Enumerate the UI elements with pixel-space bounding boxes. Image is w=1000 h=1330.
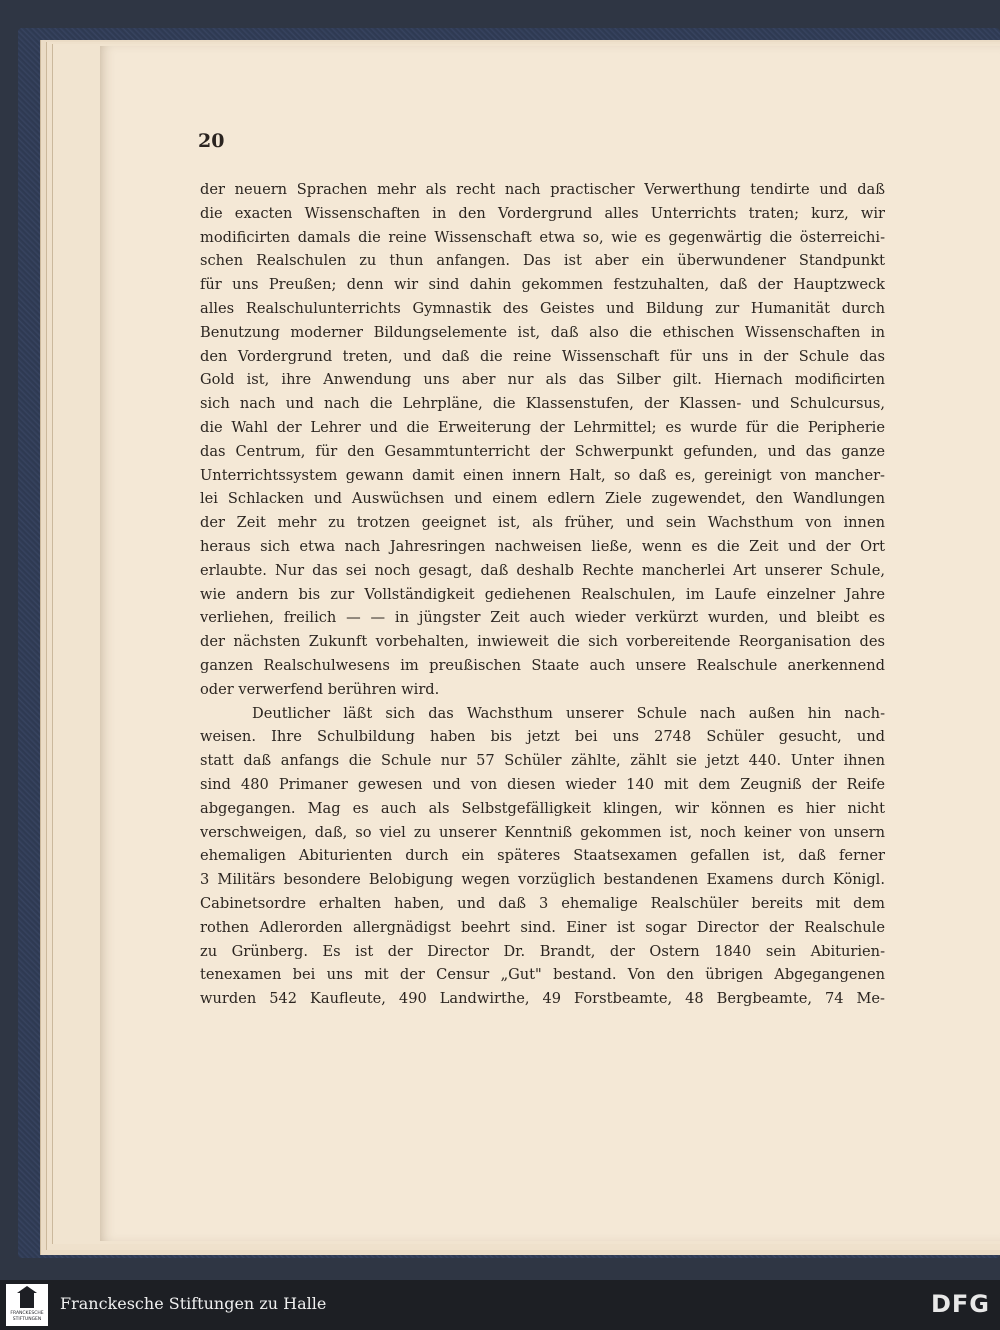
text-line: Benutzung moderner Bildungselemente ist, daß also die ethischen Wissenschaften in [200,323,885,341]
logo-caption: FRANCKESCHE [10,1311,44,1316]
text-line: der Zeit mehr zu trotzen geeignet ist, als früher, und sein Wachsthum von innen [200,514,885,532]
text-line: die Wahl der Lehrer und die Erweiterung der Lehrmittel; es wurde für die Peripherie [200,418,885,436]
text-line: wurden 542 Kaufleute, 490 Landwirthe, 49 Forstbeamte, 48 Bergbeamte, 74 Me- [200,990,885,1008]
text-line: verschweigen, daß, so viel zu unserer Kenntniß gekommen ist, noch keiner von unsern [200,823,885,841]
text-line: sind 480 Primaner gewesen und von diesen wieder 140 mit dem Zeugniß der Reife [200,775,885,793]
logo-caption: STIFTUNGEN [12,1317,42,1322]
footer-bar [0,1280,1000,1330]
text-line: ehemaligen Abiturienten durch ein späteres Staatsexamen gefallen ist, daß ferner [200,847,885,865]
text-line: für uns Preußen; denn wir sind dahin gekommen festzuhalten, daß der Hauptzweck [200,276,885,294]
body-text [200,178,885,1011]
text-line: die exacten Wissenschaften in den Vordergrund alles Unterrichts traten; kurz, wir [200,204,885,222]
text-line: verliehen, freilich — — in jüngster Zeit auch wieder verkürzt wurden, und bleibt es [200,609,885,627]
text-line: Cabinetsordre erhalten haben, und daß 3 ehemalige Realschüler bereits mit dem [200,894,885,912]
text-line: das Centrum, für den Gesammtunterricht der Schwerpunkt gefunden, und das ganze [200,442,885,460]
text-line: 3 Militärs besondere Belobigung wegen vorzüglich bestandenen Examens durch Königl. [200,871,885,889]
text-line: Deutlicher läßt sich das Wachsthum unserer Schule nach außen hin nach- [252,704,885,722]
text-line: tenexamen bei uns mit der Censur „Gut" bestand. Von den übrigen Abgegangenen [200,966,885,984]
text-line: modificirten damals die reine Wissenschaft etwa so, wie es gegenwärtig die österreichi- [200,228,885,246]
page-number: 20 [198,130,225,152]
text-line: lei Schlacken und Auswüchsen und einem edlern Ziele zugewendet, den Wandlungen [200,490,885,508]
text-line: der neuern Sprachen mehr als recht nach practischer Verwerthung tendirte und daß [200,181,885,198]
text-line: ganzen Realschulwesens im preußischen Staate auch unsere Realschule anerkennend [200,656,885,674]
text-line: alles Realschulunterrichts Gymnastik des Geistes und Bildung zur Humanität durch [200,299,885,317]
text-line: Unterrichtssystem gewann damit einen innern Halt, so daß es, gereinigt von mancher- [200,466,885,484]
text-line: schen Realschulen zu thun anfangen. Das ist aber ein überwundener Standpunkt [200,252,885,270]
building-icon [20,1292,34,1308]
dfg-logo[interactable]: DFG [930,1290,990,1318]
text-line: weisen. Ihre Schulbildung haben bis jetzt bei uns 2748 Schüler gesucht, und [200,728,885,746]
text-line: der nächsten Zukunft vorbehalten, inwieweit die sich vorbereitende Reorganisation des [200,633,885,651]
text-line: Gold ist, ihre Anwendung uns aber nur als das Silber gilt. Hiernach modificirten [200,371,885,389]
text-line: sich nach und nach die Lehrpläne, die Klassenstufen, der Klassen- und Schulcursus, [200,395,885,413]
text-line: statt daß anfangs die Schule nur 57 Schüler zählte, zählt sie jetzt 440. Unter ihnen [200,752,885,770]
text-line: wie andern bis zur Vollständigkeit gediehenen Realschulen, im Laufe einzelner Jahre [200,585,885,603]
text-line: rothen Adlerorden allergnädigst beehrt sind. Einer ist sogar Director der Realschule [200,918,885,936]
text-line: zu Grünberg. Es ist der Director Dr. Brandt, der Ostern 1840 sein Abiturien- [200,942,885,960]
text-line: den Vordergrund treten, und daß die reine Wissenschaft für uns in der Schule das [200,347,885,365]
text-line: abgegangen. Mag es auch als Selbstgefälligkeit klingen, wir können es hier nicht [200,799,885,817]
institution-name[interactable]: Franckesche Stiftungen zu Halle [60,1294,327,1313]
text-line: heraus sich etwa nach Jahresringen nachweisen ließe, wenn es die Zeit und der Ort [200,537,885,555]
text-line: oder verwerfend berühren wird. [200,680,440,698]
institution-logo[interactable] [6,1284,48,1326]
text-line: erlaubte. Nur das sei noch gesagt, daß deshalb Rechte mancherlei Art unserer Schule, [200,561,885,579]
